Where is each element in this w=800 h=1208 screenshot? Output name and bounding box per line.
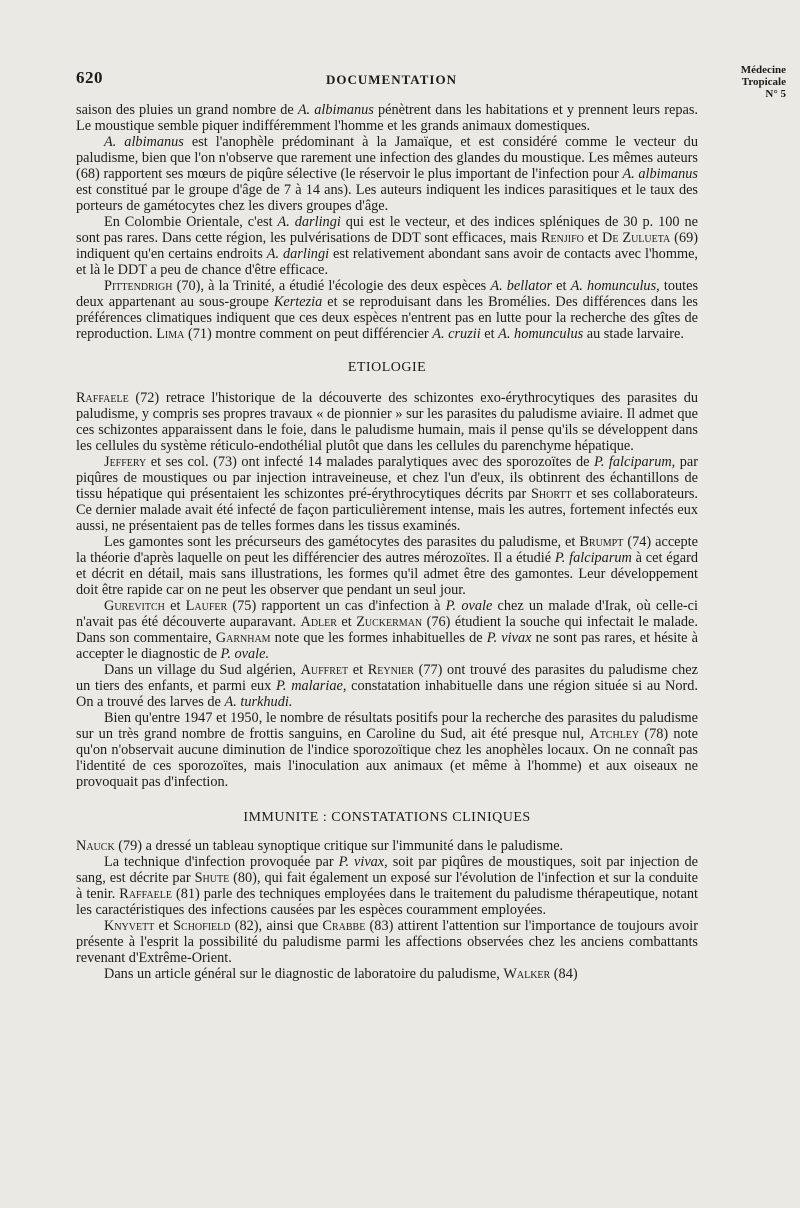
italic-term: A. bellator (490, 278, 553, 294)
text-run: et ses col. (73) ont infecté 14 malades paralytiques avec des sporozoïtes de (146, 454, 594, 470)
text-run: (83) attirent l'attention sur l'importance de toujours avoir présente à l'esprit la possibilité du paludisme parmi les affections observées chez les anciens combattants revenant d'Extrême-Orient. (76, 918, 699, 966)
author-name: Shortt (530, 486, 572, 502)
text-run: Dans un village du Sud algérien, (104, 662, 301, 678)
author-name: Renjifo (541, 230, 584, 246)
text-run: et ses collaborateurs. Ce dernier malade avait été infecté de façon particulièrement intense, mais les autres, fortement infectés eux aussi, ne présentaient pas de telles formes dans les tissus examinés. (76, 486, 698, 534)
text-run: (74) accepte la théorie d'après laquelle on peut les différencier des autres mérozoïtes. Il a étudié (76, 534, 698, 566)
author-name: Laufer (185, 598, 228, 614)
text-run: (72) retrace l'historique de la découverte des schizontes exo-érythrocytiques des parasites du paludisme, y compris ses propres travaux « de pionnier » sur les parasites du paludisme aviaire. Il admet que ces schizontes apparaissent dans le foie, dans le paludisme humain, mais il pense qu'ils se développent dans les cellules du système réticulo-endothélial plutôt que dans les cellules du parenchyme hépatique. (76, 390, 698, 454)
text-run: La technique d'infection provoquée par (104, 854, 339, 870)
author-name: De Zulueta (602, 230, 671, 246)
paragraph (76, 598, 698, 662)
author-name: Lima (156, 326, 185, 342)
text-run: et se reproduisant dans les Bromélies. Des différences dans les préférences climatiques indiquent que ces deux espèces n'entrent pas en lutte pour la recherche des gîtes de reproduction. (76, 294, 698, 342)
italic-term: P. ovale. (220, 646, 270, 662)
text-run: (71) montre comment on peut différencier (184, 326, 433, 342)
author-name: Schofield (173, 918, 231, 934)
section-heading-immunite: IMMUNITE : CONSTATATIONS CLINIQUES (243, 810, 531, 825)
text-run: est constitué par le groupe d'âge de 7 à 14 ans). Les auteurs indiquent les indices parasitiques et le taux des porteurs de gamétocytes chez les divers groupes d'âge. (76, 182, 698, 214)
text-run: constatation inhabituelle dans une région située si au Nord. On a trouvé des larves de (76, 678, 698, 710)
text-run: et (164, 598, 186, 614)
text-run: (78) note qu'on n'observait aucune diminution de l'indice sporozoïtique chez les anophèles locaux. On ne connaît pas l'identité de ces sporozoïtes, mais l'inoculation aux animaux (et même à l'homme) et aux oiseaux ne provoquait pas d'infection. (76, 726, 698, 790)
text-run: (69) indiquent qu'en certains endroits (76, 230, 698, 262)
paragraph (76, 278, 698, 342)
text-run: (84) (550, 966, 578, 982)
paragraph (76, 214, 698, 278)
section-immunite-body (76, 838, 698, 982)
text-run: (75) rapportent un cas d'infection à (227, 598, 446, 614)
italic-term: P. malariae, (276, 678, 347, 694)
paragraph (76, 662, 698, 710)
author-name: Walker (503, 966, 551, 982)
italic-term: P. vivax (486, 630, 532, 646)
author-name: Gurevitch (104, 598, 165, 614)
paragraph (76, 854, 698, 918)
text-run: (79) a dressé un tableau synoptique critique sur l'immunité dans le paludisme. (114, 838, 564, 854)
italic-term: A. albimanus (104, 134, 184, 150)
text-run: Bien qu'entre 1947 et 1950, le nombre de résultats positifs pour la recherche des parasites du paludisme sur un très grand nombre de frottis sanguins, en Caroline du Sud, ait été presque nul, (76, 710, 698, 742)
paragraph (76, 390, 698, 454)
italic-term: A. darlingi (266, 246, 330, 262)
author-name: Auffret (300, 662, 349, 678)
italic-term: P. falciparum, (593, 454, 676, 470)
text-run: est relativement abondant sans avoir de contacts avec l'homme, et là le DDT a peu de chance d'être efficace. (76, 246, 698, 278)
text-run: saison des pluies un grand nombre de (76, 102, 298, 118)
intro-paragraphs (76, 102, 698, 342)
text-run: et (348, 662, 368, 678)
author-name: Pittendrigh (104, 278, 173, 294)
italic-term: A. albimanus (622, 166, 698, 182)
paragraph (76, 710, 698, 790)
italic-term: P. vivax, (338, 854, 388, 870)
italic-term: P. falciparum (554, 550, 632, 566)
author-name: Atchley (589, 726, 640, 742)
journal-line: N° 5 (765, 88, 786, 100)
author-name: Knyvett (104, 918, 155, 934)
author-name: Brumpt (579, 534, 624, 550)
article-body (76, 102, 698, 982)
text-run: (76) étudient la souche qui infectait le malade. Dans son commentaire, (76, 614, 698, 646)
author-name: Zuckerman (356, 614, 423, 630)
author-name: Shute (194, 870, 230, 886)
text-run: chez un malade d'Irak, où celle-ci n'avait pas été découverte auparavant. (76, 598, 698, 630)
text-run: au stade larvaire. (583, 326, 684, 342)
author-name: Nauck (76, 838, 115, 854)
text-run: qui est le vecteur, et des indices spléniques de 30 p. 100 ne sont pas rares. Dans cette région, les pulvérisations de DDT sont efficaces, mais (76, 214, 698, 246)
text-run: soit par piqûres de moustiques, soit par injection de sang, est décrite par (76, 854, 698, 886)
author-name: Garnham (215, 630, 271, 646)
paragraph (76, 838, 698, 854)
italic-term: A. darlingi (277, 214, 341, 230)
section-etiologie-body (76, 390, 698, 790)
section-heading-etiologie: ETIOLOGIE (347, 360, 427, 375)
text-run: pénètrent dans les habitations et y prennent leurs repas. Le moustique semble piquer indifféremment l'homme et les grands animaux domestiques. (76, 102, 698, 134)
text-run: par piqûres de moustiques ou par injection intraveineuse, et chez l'un d'eux, ils obtinrent des échantillons de tissu hépatique qui présentaient les schizontes pré-érythrocytiques décrits par (76, 454, 699, 502)
italic-term: Kertezia (273, 294, 323, 310)
paragraph (76, 966, 698, 982)
author-name: Adler (300, 614, 337, 630)
paragraph (76, 454, 698, 534)
text-run: et (336, 614, 357, 630)
journal-line: Tropicale (741, 76, 786, 88)
author-name: Crabbe (322, 918, 366, 934)
text-run: note que les formes inhabituelles de (270, 630, 487, 646)
italic-term: A. homunculus, (570, 278, 660, 294)
page-header (76, 68, 716, 92)
text-run: (81) parle des techniques employées dans le traitement du paludisme thérapeutique, notant les caractéristiques des infections causées par les espèces couramment employées. (76, 886, 698, 918)
paragraph (76, 102, 698, 134)
paragraph (76, 918, 698, 966)
text-run: Les gamontes sont les précurseurs des gamétocytes des parasites du paludisme, et (104, 534, 580, 550)
journal-tag (722, 64, 786, 100)
author-name: Jeffery (104, 454, 147, 470)
italic-term: A. albimanus (297, 102, 374, 118)
text-run: et (154, 918, 174, 934)
page-number: 620 (76, 68, 103, 87)
text-run: est l'anophèle prédominant à la Jamaïque, et est considéré comme le vecteur du paludisme, bien que l'on n'observe que rarement une infection des glandes du moustique. Les mêmes auteurs (68) rapportent ses mœurs de piqûre sélective (le réservoir le plus important de l'infection pour (76, 134, 698, 182)
text-run: (82), ainsi que (230, 918, 323, 934)
italic-term: A. cruzii (432, 326, 481, 342)
text-run: toutes deux appartenant au sous-groupe (76, 278, 699, 310)
italic-term: A. turkhudi. (224, 694, 293, 710)
text-run: Dans un article général sur le diagnostic de laboratoire du paludisme, (104, 966, 504, 982)
text-run: à cet égard et décrit en détail, mais sans illustrations, les formes qu'il admet être des gamontes. Leur développement doit être rapide car on ne peut les observer que pendant un seul jour. (76, 550, 698, 598)
text-run: et (583, 230, 603, 246)
text-run: ne sont pas rares, et hésite à accepter le diagnostic de (76, 630, 698, 662)
text-run: (77) ont trouvé des parasites du paludisme chez un tiers des enfants, et parmi eux (76, 662, 698, 694)
text-run: (80), qui fait également un exposé sur l'évolution de l'infection et sur la conduite à tenir. (76, 870, 698, 902)
paragraph (76, 534, 698, 598)
italic-term: P. ovale (445, 598, 493, 614)
text-run: et (552, 278, 571, 294)
author-name: Raffaele (119, 886, 172, 902)
running-title: DOCUMENTATION (326, 72, 457, 87)
journal-line: Médecine (740, 64, 786, 76)
paragraph (76, 134, 698, 214)
text-run: En Colombie Orientale, c'est (104, 214, 278, 230)
italic-term: A. homunculus (498, 326, 584, 342)
author-name: Reynier (367, 662, 414, 678)
text-run: et (480, 326, 499, 342)
text-run: (70), à la Trinité, a étudié l'écologie des deux espèces (172, 278, 491, 294)
author-name: Raffaele (76, 390, 129, 406)
